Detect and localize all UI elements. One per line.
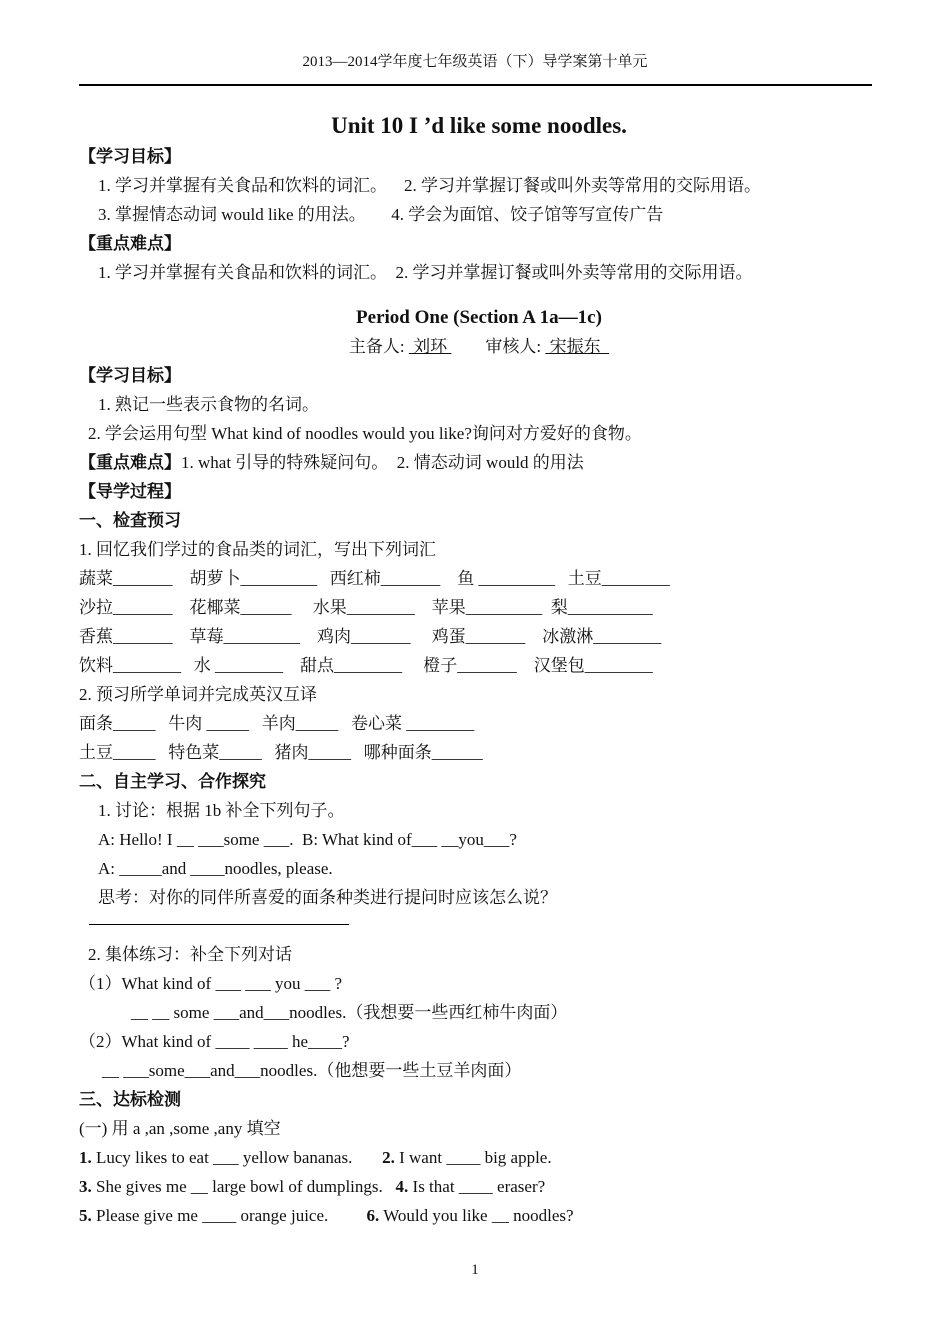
answer-line — [89, 924, 349, 940]
process-heading: 【导学过程】 — [79, 482, 181, 501]
exercise-number: 2. — [382, 1148, 395, 1167]
unit-goals-line-1: 1. 学习并掌握有关食品和饮料的词汇。 2. 学习并掌握订餐或叫外卖等常用的交际用语。 — [98, 176, 761, 195]
section-2-question-1: 1. 讨论：根据 1b 补全下列句子。 — [98, 801, 345, 820]
exercise-row — [79, 1172, 879, 1201]
preparer-name: 刘环 — [408, 337, 452, 356]
period-title: Period One (Section A 1a—1c) — [356, 307, 602, 328]
practice-1-answer: __ __ some ___and___noodles.（我想要一些西红柿牛肉面） — [131, 1003, 568, 1022]
exercise-row — [79, 1143, 879, 1172]
unit-title: Unit 10 I ’d like some noodles. — [331, 113, 627, 138]
practice-2-answer: __ ___some___and___noodles.（他想要一些土豆羊肉面） — [102, 1061, 522, 1080]
exercise-text: Is that ____ eraser? — [408, 1177, 546, 1196]
section-1-heading: 一、检查预习 — [79, 511, 181, 530]
think-prompt: 思考：对你的同伴所喜爱的面条种类进行提问时应该怎么说？ — [98, 888, 557, 907]
section-2-question-2: 2. 集体练习：补全下列对话 — [88, 945, 292, 964]
period-key-heading: 【重点难点】 — [79, 453, 181, 472]
vocab-row: 蔬菜_______ 胡萝卜_________ 西红柿_______ 鱼 _________ 土豆________ — [79, 569, 670, 588]
section-3-heading: 三、达标检测 — [79, 1090, 181, 1109]
vocab-row: 香蕉_______ 草莓_________ 鸡肉_______ 鸡蛋_______ 冰激淋________ — [79, 627, 662, 646]
dialog-line-2: A: _____and ____noodles, please. — [98, 859, 333, 878]
period-key-text: 1. what 引导的特殊疑问句。 2. 情态动词 would 的用法 — [181, 453, 584, 472]
exercise-number: 5. — [79, 1206, 92, 1225]
exercise-text: She gives me __ large bowl of dumplings. — [91, 1177, 396, 1196]
preparer-line — [79, 332, 879, 361]
section-1-question-1: 1. 回忆我们学过的食品类的词汇，写出下列词汇 — [79, 540, 436, 559]
reviewer-name: 宋振东 — [545, 337, 610, 356]
translation-row: 土豆_____ 特色菜_____ 猪肉_____ 哪种面条______ — [79, 743, 483, 762]
exercise-text: Please give me ____ orange juice. — [91, 1206, 367, 1225]
exercise-text: Would you like __ noodles? — [379, 1206, 574, 1225]
exercise-number: 4. — [395, 1177, 409, 1196]
unit-goals-heading: 【学习目标】 — [79, 147, 181, 166]
unit-key-line-1: 1. 学习并掌握有关食品和饮料的词汇。 2. 学习并掌握订餐或叫外卖等常用的交际用语。 — [98, 263, 753, 282]
section-3-subheading: (一) 用 a ,an ,some ,any 填空 — [79, 1119, 281, 1138]
practice-2-question: （2）What kind of ____ ____ he____? — [79, 1032, 350, 1051]
exercise-row — [79, 1201, 879, 1230]
preparer-label: 主备人: — [348, 337, 405, 356]
reviewer-label: 审核人: — [485, 337, 542, 356]
page-header: 2013—2014学年度七年级英语（下）导学案第十单元 — [302, 54, 648, 70]
document-body — [79, 110, 879, 1230]
section-2-heading: 二、自主学习、合作探究 — [79, 772, 266, 791]
exercise-number: 6. — [366, 1206, 380, 1225]
dialog-line-1: A: Hello! I __ ___some ___. B: What kind of___ __you___? — [98, 830, 517, 849]
practice-1-question: （1）What kind of ___ ___ you ___ ? — [79, 974, 342, 993]
period-goal-1: 1. 熟记一些表示食物的名词。 — [98, 395, 319, 414]
exercise-text: Lucy likes to eat ___ yellow bananas. — [91, 1148, 383, 1167]
period-key-line — [79, 448, 879, 477]
translation-row: 面条_____ 牛肉 _____ 羊肉_____ 卷心菜 ________ — [79, 714, 475, 733]
vocab-row: 饮料________ 水 ________ 甜点________ 橙子_______ 汉堡包________ — [79, 656, 653, 675]
unit-goals-line-2: 3. 掌握情态动词 would like 的用法。 4. 学会为面馆、饺子馆等写宣传广告 — [98, 205, 664, 224]
exercise-number: 1. — [79, 1148, 92, 1167]
period-goals-heading: 【学习目标】 — [79, 366, 181, 385]
period-goal-2: 2. 学会运用句型 What kind of noodles would you like?询问对方爱好的食物。 — [88, 424, 642, 443]
header-rule — [79, 84, 872, 86]
exercise-text: I want ____ big apple. — [394, 1148, 552, 1167]
exercise-number: 3. — [79, 1177, 92, 1196]
spacer — [79, 287, 879, 303]
page-number: 1 — [471, 1262, 479, 1278]
section-1-question-2: 2. 预习所学单词并完成英汉互译 — [79, 685, 317, 704]
vocab-row: 沙拉_______ 花椰菜______ 水果________ 苹果_________ 梨__________ — [79, 598, 653, 617]
unit-key-heading: 【重点难点】 — [79, 234, 181, 253]
